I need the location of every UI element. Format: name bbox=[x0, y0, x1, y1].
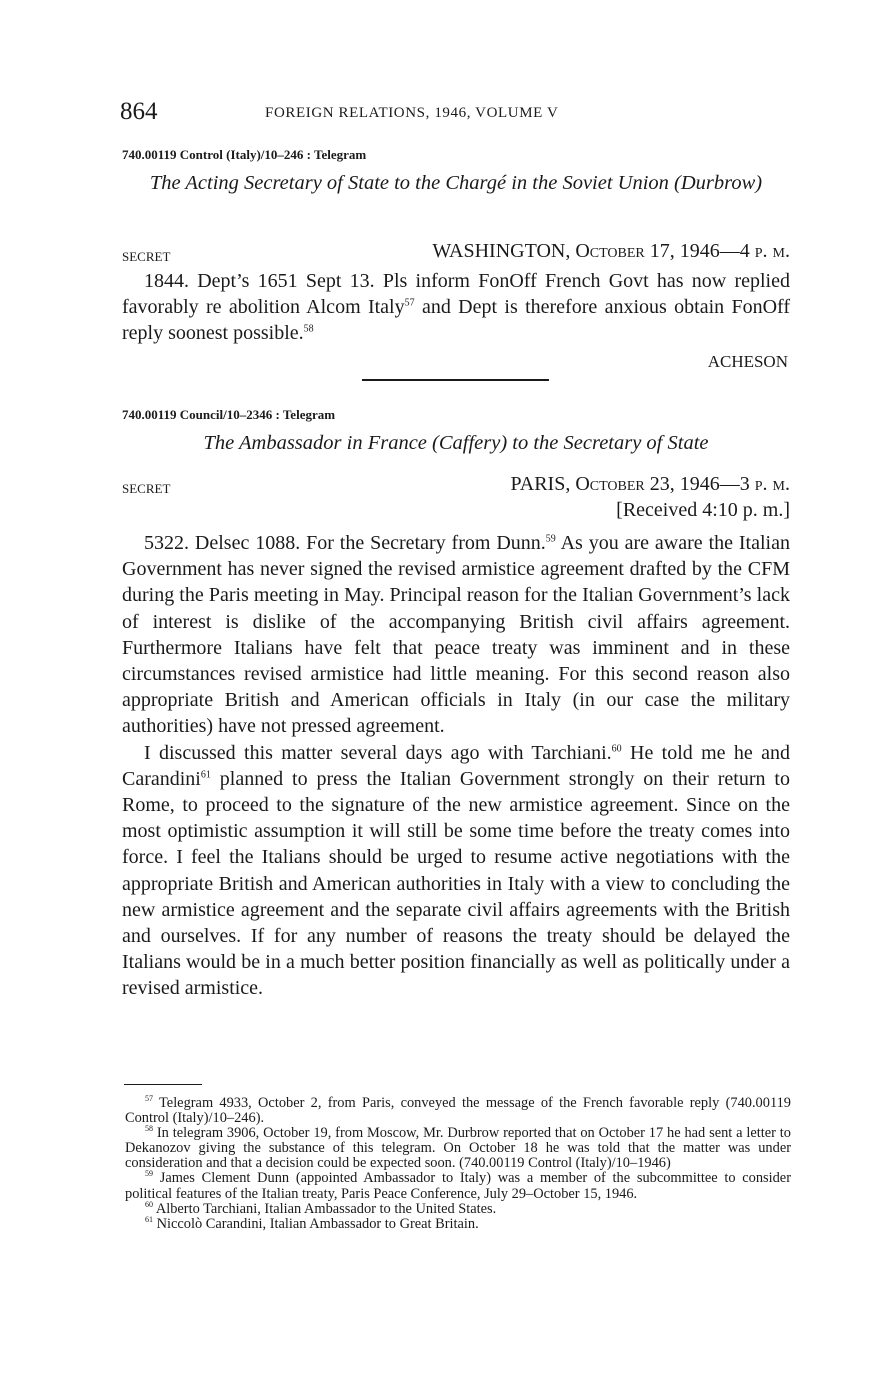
doc2-received: [Received 4:10 p. m.] bbox=[616, 499, 790, 521]
footnote-divider bbox=[124, 1084, 202, 1085]
footnote-ref-61: 61 bbox=[200, 769, 211, 781]
footnote-57: $^{57}$ Telegram 4933, October 2, from Paris, conveyed the message of the French favorable reply (740.00119 Control (Italy)/10–246). bbox=[125, 1094, 792, 1127]
footnote-58: $^{58}$ In telegram 3906, October 19, from Moscow, Mr. Durbrow reported that on October 17 he had sent a letter to Dekanozov giving the substance of this telegram. On October 18 he was told that the matter was under consideration and that a decision could be expected soon. (740.00119 Control (Italy)/10–1946) bbox=[125, 1124, 791, 1172]
section-divider bbox=[362, 379, 549, 381]
footnote-ref-60: 60 bbox=[611, 742, 622, 754]
doc1-body bbox=[122, 268, 790, 347]
doc1-classification: SECRET bbox=[122, 249, 171, 264]
footnote-61: $^{61}$ Niccolò Carandini, Italian Ambassador to Great Britain. bbox=[145, 1214, 479, 1232]
footnote-ref-59: 59 bbox=[545, 533, 556, 545]
running-header bbox=[120, 98, 788, 132]
footnote-ref-58: 58 bbox=[303, 323, 314, 335]
footnote-ref-57: 57 bbox=[404, 297, 415, 309]
running-title: FOREIGN RELATIONS, 1946, VOLUME V bbox=[265, 105, 559, 121]
doc1-title: The Acting Secretary of State to the Chargé in the Soviet Union (Durbrow) bbox=[149, 172, 763, 194]
doc2-body bbox=[122, 530, 790, 1002]
doc1-file-number: 740.00119 Control (Italy)/10–246 : Telegram bbox=[122, 147, 367, 162]
footnotes bbox=[125, 1096, 791, 1232]
footnote-59: $^{59}$ James Clement Dunn (appointed Ambassador to Italy) was a member of the subcommittee to consider political features of the Italian treaty, Paris Peace Conference, July 29–October 15, 1946. bbox=[125, 1169, 791, 1202]
doc2-file-number: 740.00119 Council/10–2346 : Telegram bbox=[122, 407, 336, 422]
doc2-place-date: PARIS, October 23, 1946—3 p. m. bbox=[510, 473, 790, 495]
doc1-paragraph: 1844. Dept’s 1651 Sept 13. Pls inform FonOff French Govt has now replied favorably re abolition Alcom Italy$^{57}$ and Dept is therefore anxious obtain FonOff reply soonest possible.$^{58}$ bbox=[122, 270, 790, 345]
doc2-paragraph-2: I discussed this matter several days ago with Tarchiani.$^{60}$ He told me he and Carandini$^{61}$ planned to press the Italian Government strongly on their return to Rome, to proceed to the signature of the new armistice agreement. Since on the most optimistic assumption it will still be some time before the treaty comes into force. I feel the Italians should be urged to resume active negotiations with the appropriate British and American authorities in Italy with a view to concluding the new armistice agreement and the separate civil affairs agreements with the British and ourselves. If for any number of reasons the treaty should be delayed the Italians would be in a much better position financially as well as politically under a revised armistice. bbox=[122, 741, 791, 1000]
doc2-paragraph-1: 5322. Delsec 1088. For the Secretary from Dunn.$^{59}$ As you are aware the Italian Government has never signed the revised armistice agreement drafted by the CFM during the Paris meeting in May. Principal reason for the Italian Government’s lack of interest is dislike of the accompanying British civil affairs agreement. Furthermore Italians have felt that peace treaty was imminent and in these circumstances revised armistice had little meaning. For this second reason also appropriate British and American officials in Italy (in our case the military authorities) have not pressed agreement. bbox=[122, 532, 790, 738]
doc1-place-date: WASHINGTON, October 17, 1946—4 p. m. bbox=[432, 240, 790, 262]
doc2-title: The Ambassador in France (Caffery) to the Secretary of State bbox=[203, 432, 709, 454]
page-number: 864 bbox=[120, 98, 158, 125]
doc2-classification: SECRET bbox=[122, 481, 171, 496]
footnote-60: $^{60}$ Alberto Tarchiani, Italian Ambassador to the United States. bbox=[145, 1199, 497, 1217]
doc1-signature: ACHESON bbox=[707, 352, 788, 371]
